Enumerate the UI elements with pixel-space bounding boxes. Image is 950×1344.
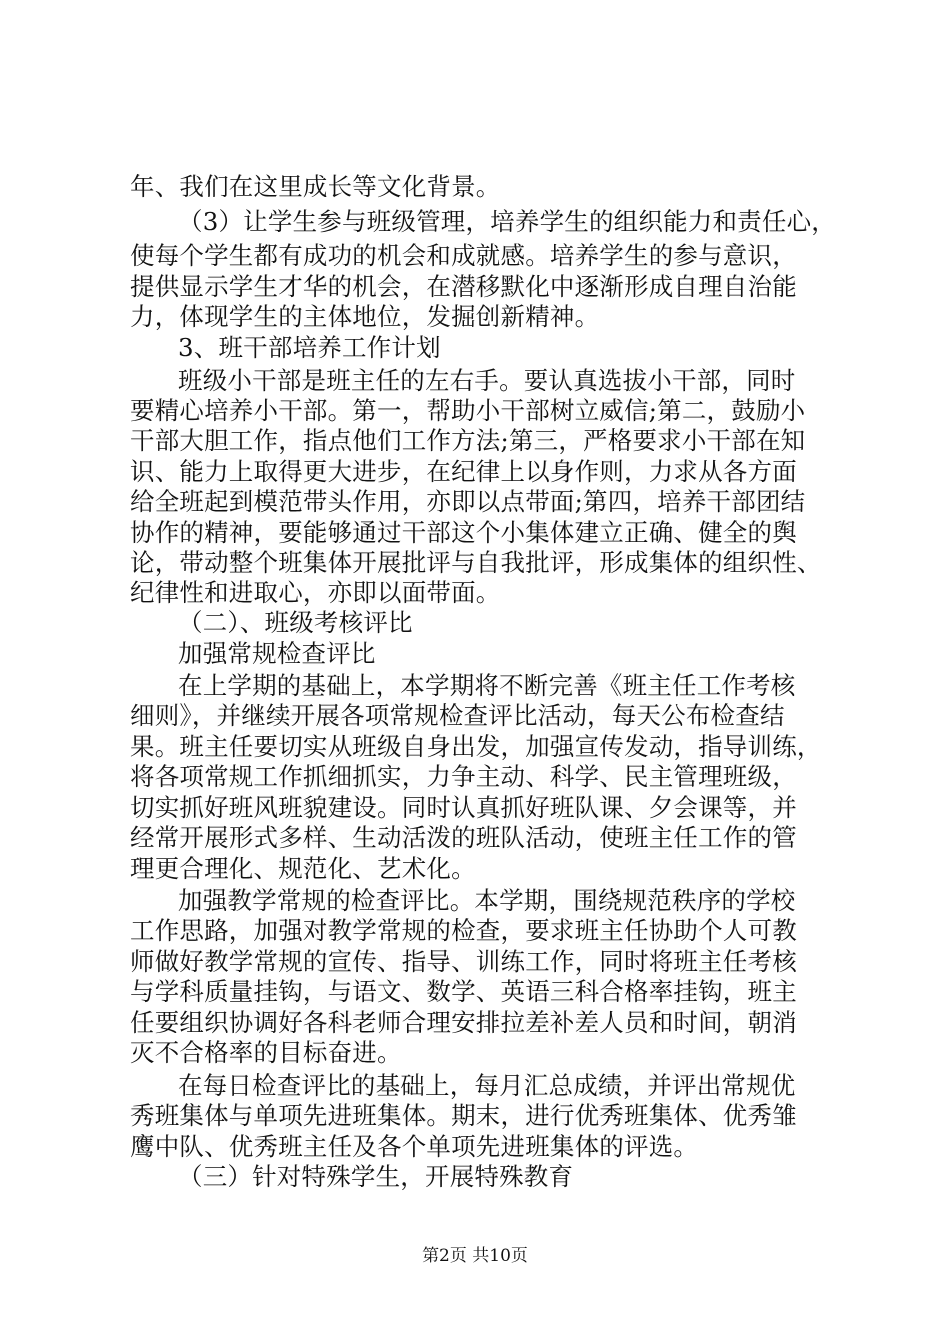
text-line: 加强教学常规的检查评比。本学期，围绕规范秩序的学校: [178, 886, 796, 915]
text-line: 鹰中队、优秀班主任及各个单项先进班集体的评选。: [130, 1132, 699, 1161]
text-line: 力，体现学生的主体地位，发掘创新精神。: [130, 302, 600, 331]
text-line: 灭不合格率的目标奋进。: [130, 1038, 402, 1067]
text-line: 纪律性和进取心，亦即以面带面。: [130, 578, 501, 607]
text-line: 在每日检查评比的基础上，每月汇总成绩，并评出常规优: [178, 1071, 796, 1100]
text-line: 工作思路，加强对教学常规的检查，要求班主任协助个人可教: [130, 916, 797, 945]
text-line: （3）让学生参与班级管理，培养学生的组织能力和责任心，: [178, 207, 836, 236]
text-line: 给全班起到模范带头作用，亦即以点带面;第四，培养干部团结: [130, 487, 806, 516]
text-line: 切实抓好班风班貌建设。同时认真抓好班队课、夕会课等，并: [130, 793, 797, 822]
section-heading: 3、班干部培养工作计划: [178, 333, 441, 362]
section-heading: （二）、班级考核评比: [178, 608, 413, 637]
text-line: 协作的精神，要能够通过干部这个小集体建立正确、健全的舆: [130, 518, 797, 547]
text-line: 任要组织协调好各科老师合理安排拉差补差人员和时间，朝消: [130, 1008, 797, 1037]
section-heading: 加强常规检查评比: [178, 639, 376, 668]
text-line: 要精心培养小干部。第一，帮助小干部树立威信;第二，鼓励小: [130, 396, 806, 425]
text-line: 班级小干部是班主任的左右手。要认真选拔小干部，同时: [178, 366, 796, 395]
text-line: 与学科质量挂钩，与语文、数学、英语三科合格率挂钩，班主: [130, 977, 797, 1006]
text-line: 将各项常规工作抓细抓实，力争主动、科学、民主管理班级，: [130, 762, 797, 791]
text-line: 在上学期的基础上，本学期将不断完善《班主任工作考核: [178, 671, 796, 700]
text-line: 秀班集体与单项先进班集体。期末，进行优秀班集体、优秀雏: [130, 1101, 797, 1130]
text-line: 论，带动整个班集体开展批评与自我批评，形成集体的组织性、: [130, 548, 822, 577]
section-heading: （三）针对特殊学生，开展特殊教育: [178, 1162, 574, 1191]
page-number: 第2页 共10页: [422, 1246, 528, 1266]
text-line: 果。班主任要切实从班级自身出发，加强宣传发动，指导训练，: [130, 732, 822, 761]
text-line: 使每个学生都有成功的机会和成就感。培养学生的参与意识，: [130, 241, 797, 270]
text-line: 提供显示学生才华的机会，在潜移默化中逐渐形成自理自治能: [130, 272, 797, 301]
text-line: 理更合理化、规范化、艺术化。: [130, 854, 476, 883]
text-line: 经常开展形式多样、生动活泼的班队活动，使班主任工作的管: [130, 823, 797, 852]
text-line: 细则》，并继续开展各项常规检查评比活动，每天公布检查结: [130, 701, 785, 730]
text-line: 识、能力上取得更大进步，在纪律上以身作则，力求从各方面: [130, 457, 797, 486]
text-line: 年、我们在这里成长等文化背景。: [130, 172, 501, 201]
text-line: 干部大胆工作，指点他们工作方法;第三，严格要求小干部在知: [130, 426, 806, 455]
text-line: 师做好教学常规的宣传、指导、训练工作，同时将班主任考核: [130, 947, 797, 976]
